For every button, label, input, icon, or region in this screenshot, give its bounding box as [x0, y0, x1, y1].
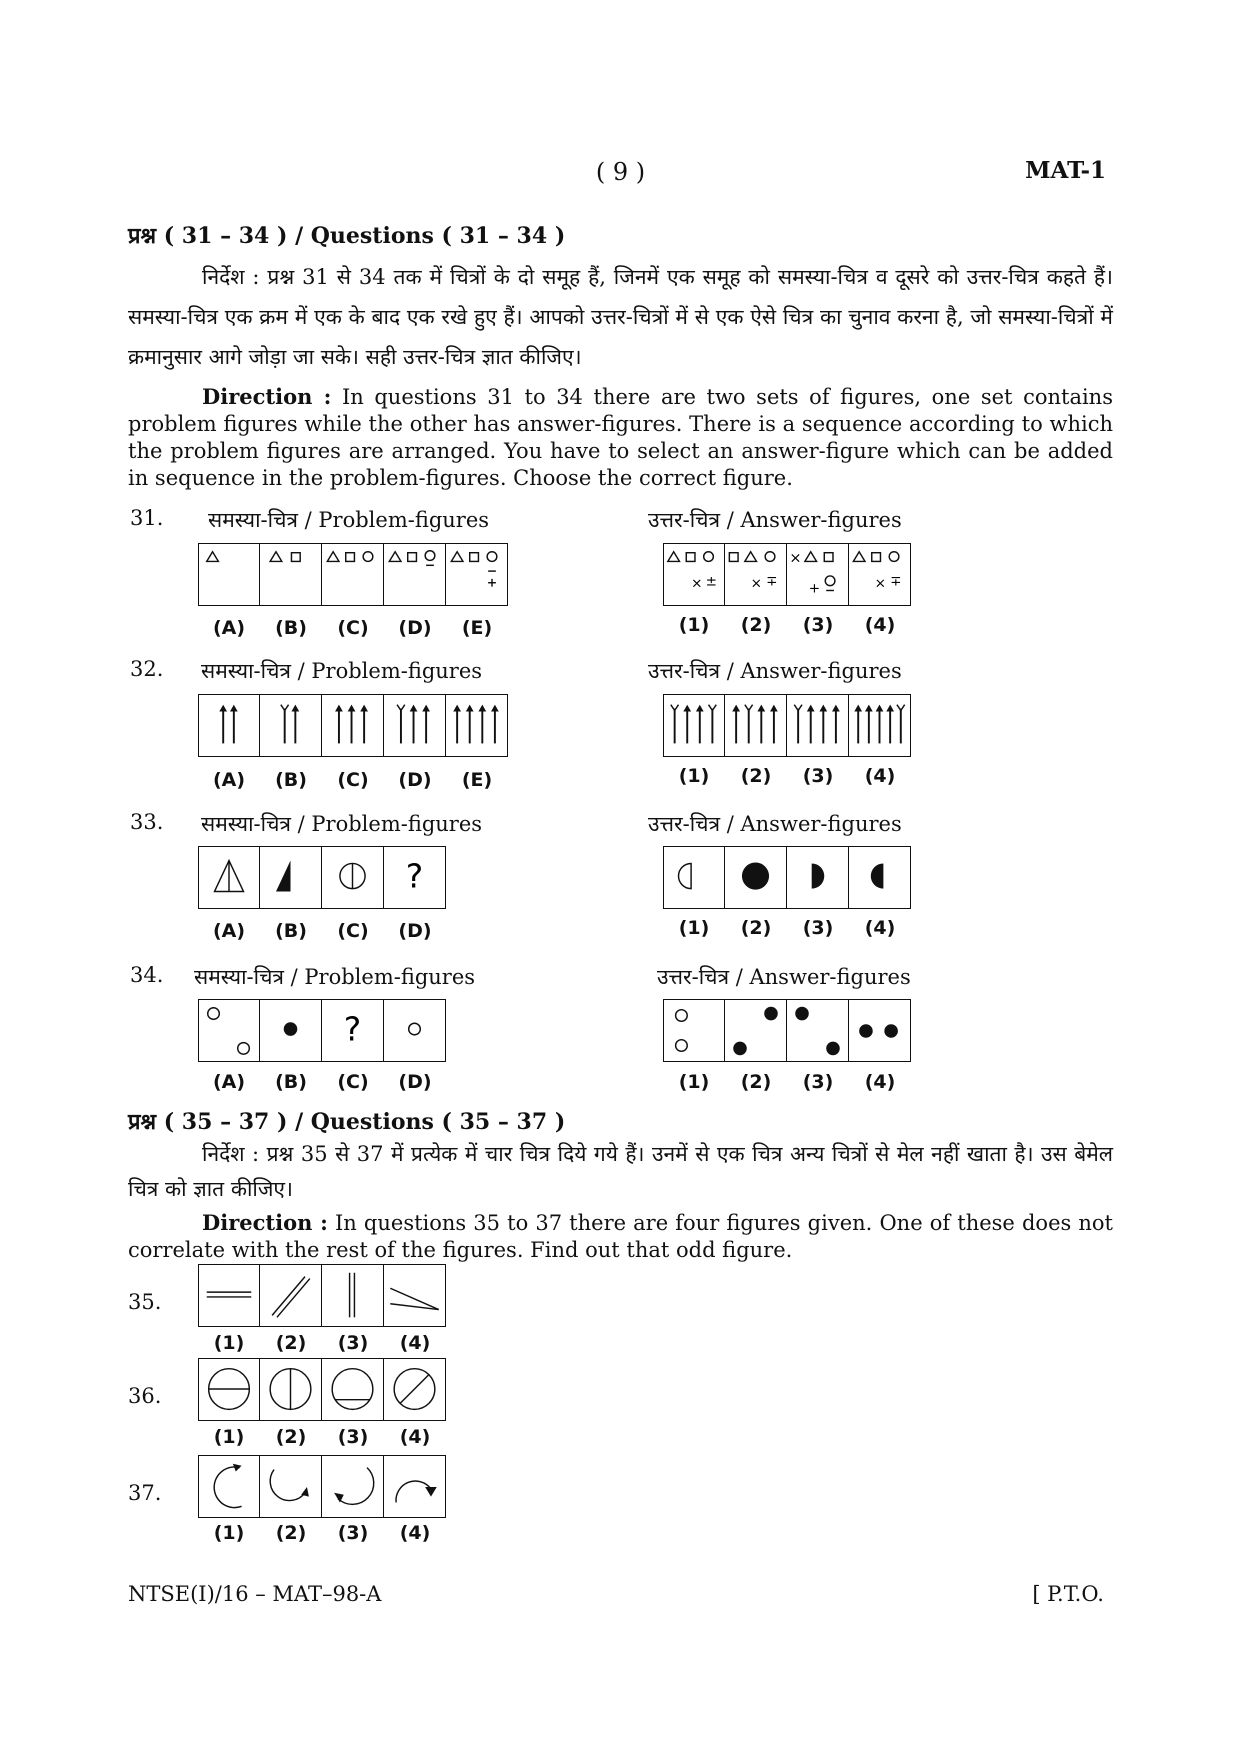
- q36-figures: [198, 1358, 446, 1423]
- minus-plus-symbol: ∓: [890, 573, 902, 590]
- times-symbol: ×: [789, 550, 802, 567]
- footer-pto: [ P.T.O.: [1032, 1582, 1104, 1606]
- q37-figures: [198, 1455, 446, 1520]
- option-label[interactable]: (C): [337, 769, 369, 791]
- problem-figures-label: समस्या-चित्र / Problem-figures: [208, 508, 490, 532]
- times-symbol: ×: [691, 575, 703, 592]
- option-label[interactable]: (D): [398, 920, 432, 942]
- section1-hindi-text: निर्देश : प्रश्न 31 से 34 तक में चित्रों के दो समूह हैं, जिनमें एक समूह को समस्या-चित्र व दूसरे को उत्तर-चित्र कहते हैं। समस्या-चित्र एक क्रम में एक के बाद एक रखे हुए हैं। आपको उत्तर-चित्रों में से एक ऐसे चित्र का चुनाव करना है, जो समस्या-चित्रों में क्रमानुसार आगे जोड़ा जा सके। सही उत्तर-चित्र ज्ञात कीजिए।: [128, 265, 1113, 369]
- option-label[interactable]: (2): [740, 765, 772, 787]
- section2-hindi-direction: [128, 1137, 1113, 1207]
- question-number: 36.: [128, 1384, 162, 1408]
- option-label[interactable]: (D): [398, 1071, 432, 1093]
- problem-figure: [384, 543, 446, 606]
- question-number: 35.: [128, 1290, 162, 1314]
- problem-figure: [260, 846, 322, 909]
- direction-label: Direction :: [202, 384, 332, 409]
- q36-options: [198, 1426, 446, 1448]
- answer-figure[interactable]: [849, 543, 911, 606]
- times-symbol: ×: [874, 575, 887, 592]
- footer-code: NTSE(I)/16 – MAT–98-A: [128, 1582, 382, 1606]
- problem-figures-label: समस्या-चित्र / Problem-figures: [201, 659, 483, 683]
- option-label[interactable]: (3): [337, 1426, 369, 1448]
- page-number: ( 9 ): [595, 158, 646, 186]
- option-label[interactable]: (C): [337, 1071, 369, 1093]
- option-label[interactable]: (3): [802, 765, 834, 787]
- answer-figure[interactable]: [725, 694, 787, 757]
- problem-figure: [322, 694, 384, 757]
- q33-problem-options: [198, 920, 446, 942]
- answer-figure[interactable]: [322, 1455, 384, 1518]
- problem-figure: [198, 999, 260, 1062]
- answer-figure[interactable]: [663, 999, 725, 1062]
- question-number: 31.: [130, 506, 164, 530]
- option-label[interactable]: (3): [802, 917, 834, 939]
- question-number: 34.: [130, 963, 164, 987]
- answer-figure[interactable]: [663, 846, 725, 909]
- option-label[interactable]: (1): [678, 765, 710, 787]
- option-label[interactable]: (3): [337, 1332, 369, 1354]
- problem-figure: [198, 543, 260, 606]
- option-label[interactable]: (4): [864, 614, 896, 636]
- question-mark: ?: [343, 1009, 362, 1049]
- problem-figure: [260, 999, 322, 1062]
- problem-figures-label: समस्या-चित्र / Problem-figures: [201, 812, 483, 836]
- answer-figure[interactable]: [787, 846, 849, 909]
- section2-hindi-text: निर्देश : प्रश्न 35 से 37 में प्रत्येक में चार चित्र दिये गये हैं। उनमें से एक चित्र अन्य चित्रों से मेल नहीं खाता है। उस बेमेल चित्र को ज्ञात कीजिए।: [128, 1142, 1113, 1201]
- answer-figure[interactable]: [787, 694, 849, 757]
- answer-figures-label: उत्तर-चित्र / Answer-figures: [657, 965, 911, 989]
- option-label[interactable]: (1): [678, 917, 710, 939]
- option-label[interactable]: (1): [213, 1332, 245, 1354]
- answer-figure[interactable]: [260, 1455, 322, 1518]
- option-label[interactable]: (1): [213, 1522, 245, 1544]
- problem-figure: [260, 694, 322, 757]
- option-label[interactable]: (3): [802, 614, 834, 636]
- option-label[interactable]: (B): [275, 920, 307, 942]
- answer-figure[interactable]: [663, 694, 725, 757]
- answer-figure[interactable]: [849, 999, 911, 1062]
- problem-figure: [260, 543, 322, 606]
- answer-figures-label: उत्तर-चित्र / Answer-figures: [648, 659, 902, 683]
- option-label[interactable]: (B): [275, 1071, 307, 1093]
- times-symbol: ×: [750, 575, 763, 592]
- section1-english-text: In questions 31 to 34 there are two sets of figures, one set contains problem figures while the other has answer-figures. There is a sequence according to which the problem figures are arranged. You have to select an answer-figure which can be added in sequence in the problem-figures. Choose the correct figure.: [128, 385, 1113, 490]
- option-label[interactable]: (C): [337, 920, 369, 942]
- option-label[interactable]: (4): [399, 1332, 431, 1354]
- plus-minus-symbol: ±: [705, 573, 717, 590]
- option-label[interactable]: (1): [213, 1426, 245, 1448]
- q32-answer-figures: [663, 694, 911, 759]
- answer-figure[interactable]: [384, 1264, 446, 1327]
- option-label[interactable]: (A): [212, 920, 246, 942]
- section2-english-direction: [128, 1209, 1113, 1264]
- option-label[interactable]: (A): [212, 1071, 246, 1093]
- option-label[interactable]: (2): [275, 1426, 307, 1448]
- option-label[interactable]: (E): [461, 769, 493, 791]
- option-label[interactable]: (E): [461, 617, 493, 639]
- answer-figure[interactable]: [322, 1358, 384, 1421]
- question-mark: ?: [405, 856, 424, 896]
- problem-figure: [198, 694, 260, 757]
- option-label[interactable]: (4): [864, 917, 896, 939]
- answer-figure[interactable]: [787, 543, 849, 606]
- answer-figure[interactable]: [322, 1264, 384, 1327]
- q35-options: [198, 1332, 446, 1354]
- problem-figure: [384, 999, 446, 1062]
- problem-figure: [322, 543, 384, 606]
- direction-label: Direction :: [202, 1210, 328, 1235]
- problem-figure: [446, 543, 508, 606]
- paper-code: MAT-1: [1025, 157, 1106, 184]
- problem-figure: [384, 846, 446, 909]
- problem-figure: [322, 846, 384, 909]
- option-label[interactable]: (A): [212, 617, 246, 639]
- answer-figure[interactable]: [725, 999, 787, 1062]
- answer-figure[interactable]: [849, 694, 911, 757]
- option-label[interactable]: (2): [740, 1071, 772, 1093]
- answer-figure[interactable]: [198, 1264, 260, 1327]
- question-number: 32.: [130, 657, 164, 681]
- answer-figure[interactable]: [725, 846, 787, 909]
- option-label[interactable]: (3): [337, 1522, 369, 1544]
- answer-figure[interactable]: [849, 846, 911, 909]
- answer-figures-label: उत्तर-चित्र / Answer-figures: [648, 508, 902, 532]
- answer-figure[interactable]: [260, 1264, 322, 1327]
- q31-problem-options: [198, 617, 508, 639]
- option-label[interactable]: (4): [864, 765, 896, 787]
- q34-problem-figures: [198, 999, 446, 1064]
- section1-english-direction: [128, 383, 1113, 492]
- section1-hindi-direction: [128, 257, 1113, 377]
- option-label[interactable]: (1): [678, 1071, 710, 1093]
- q37-options: [198, 1522, 446, 1544]
- option-label[interactable]: (2): [740, 917, 772, 939]
- option-label[interactable]: (B): [275, 769, 307, 791]
- option-label[interactable]: (D): [398, 769, 432, 791]
- option-label[interactable]: (C): [337, 617, 369, 639]
- q34-answer-figures: [663, 999, 911, 1064]
- option-label[interactable]: (2): [740, 614, 772, 636]
- answer-figure[interactable]: [663, 543, 725, 606]
- section1-heading: प्रश्न ( 31 – 34 ) / Questions ( 31 – 34 ): [128, 223, 566, 249]
- problem-figure: [198, 846, 260, 909]
- q31-problem-figures: [198, 543, 508, 608]
- plus-symbol: +: [808, 580, 821, 597]
- q32-problem-figures: [198, 694, 508, 759]
- option-label[interactable]: (4): [864, 1071, 896, 1093]
- problem-figure: [384, 694, 446, 757]
- option-label[interactable]: (D): [398, 617, 432, 639]
- option-label[interactable]: (A): [212, 769, 246, 791]
- option-label[interactable]: (3): [802, 1071, 834, 1093]
- question-number: 33.: [130, 810, 164, 834]
- option-label[interactable]: (4): [399, 1522, 431, 1544]
- option-label[interactable]: (2): [275, 1332, 307, 1354]
- answer-figure[interactable]: [384, 1358, 446, 1421]
- answer-figure[interactable]: [260, 1358, 322, 1421]
- minus-plus-symbol: ∓: [766, 573, 778, 590]
- q34-problem-options: [198, 1071, 446, 1093]
- q31-answer-figures: [663, 543, 911, 608]
- q32-problem-options: [198, 769, 508, 791]
- q34-answer-options: [663, 1071, 911, 1093]
- section2-english-text: In questions 35 to 37 there are four figures given. One of these does not correlate with the rest of the figures. Find out that odd figure.: [128, 1211, 1113, 1262]
- problem-figures-label: समस्या-चित्र / Problem-figures: [194, 965, 476, 989]
- question-number: 37.: [128, 1481, 162, 1505]
- option-label[interactable]: (B): [275, 617, 307, 639]
- q31-answer-options: [663, 614, 911, 636]
- option-label[interactable]: (4): [399, 1426, 431, 1448]
- answer-figures-label: उत्तर-चित्र / Answer-figures: [648, 812, 902, 836]
- problem-figure: [322, 999, 384, 1062]
- option-label[interactable]: (2): [275, 1522, 307, 1544]
- q35-figures: [198, 1264, 446, 1329]
- q33-answer-options: [663, 917, 911, 939]
- answer-figure[interactable]: [384, 1455, 446, 1518]
- section2-heading: प्रश्न ( 35 – 37 ) / Questions ( 35 – 37 ): [128, 1109, 566, 1135]
- answer-figure[interactable]: [787, 999, 849, 1062]
- problem-figure: [446, 694, 508, 757]
- answer-figure[interactable]: [198, 1455, 260, 1518]
- option-label[interactable]: (1): [678, 614, 710, 636]
- q33-answer-figures: [663, 846, 911, 911]
- answer-figure[interactable]: [198, 1358, 260, 1421]
- answer-figure[interactable]: [725, 543, 787, 606]
- q32-answer-options: [663, 765, 911, 787]
- q33-problem-figures: [198, 846, 446, 911]
